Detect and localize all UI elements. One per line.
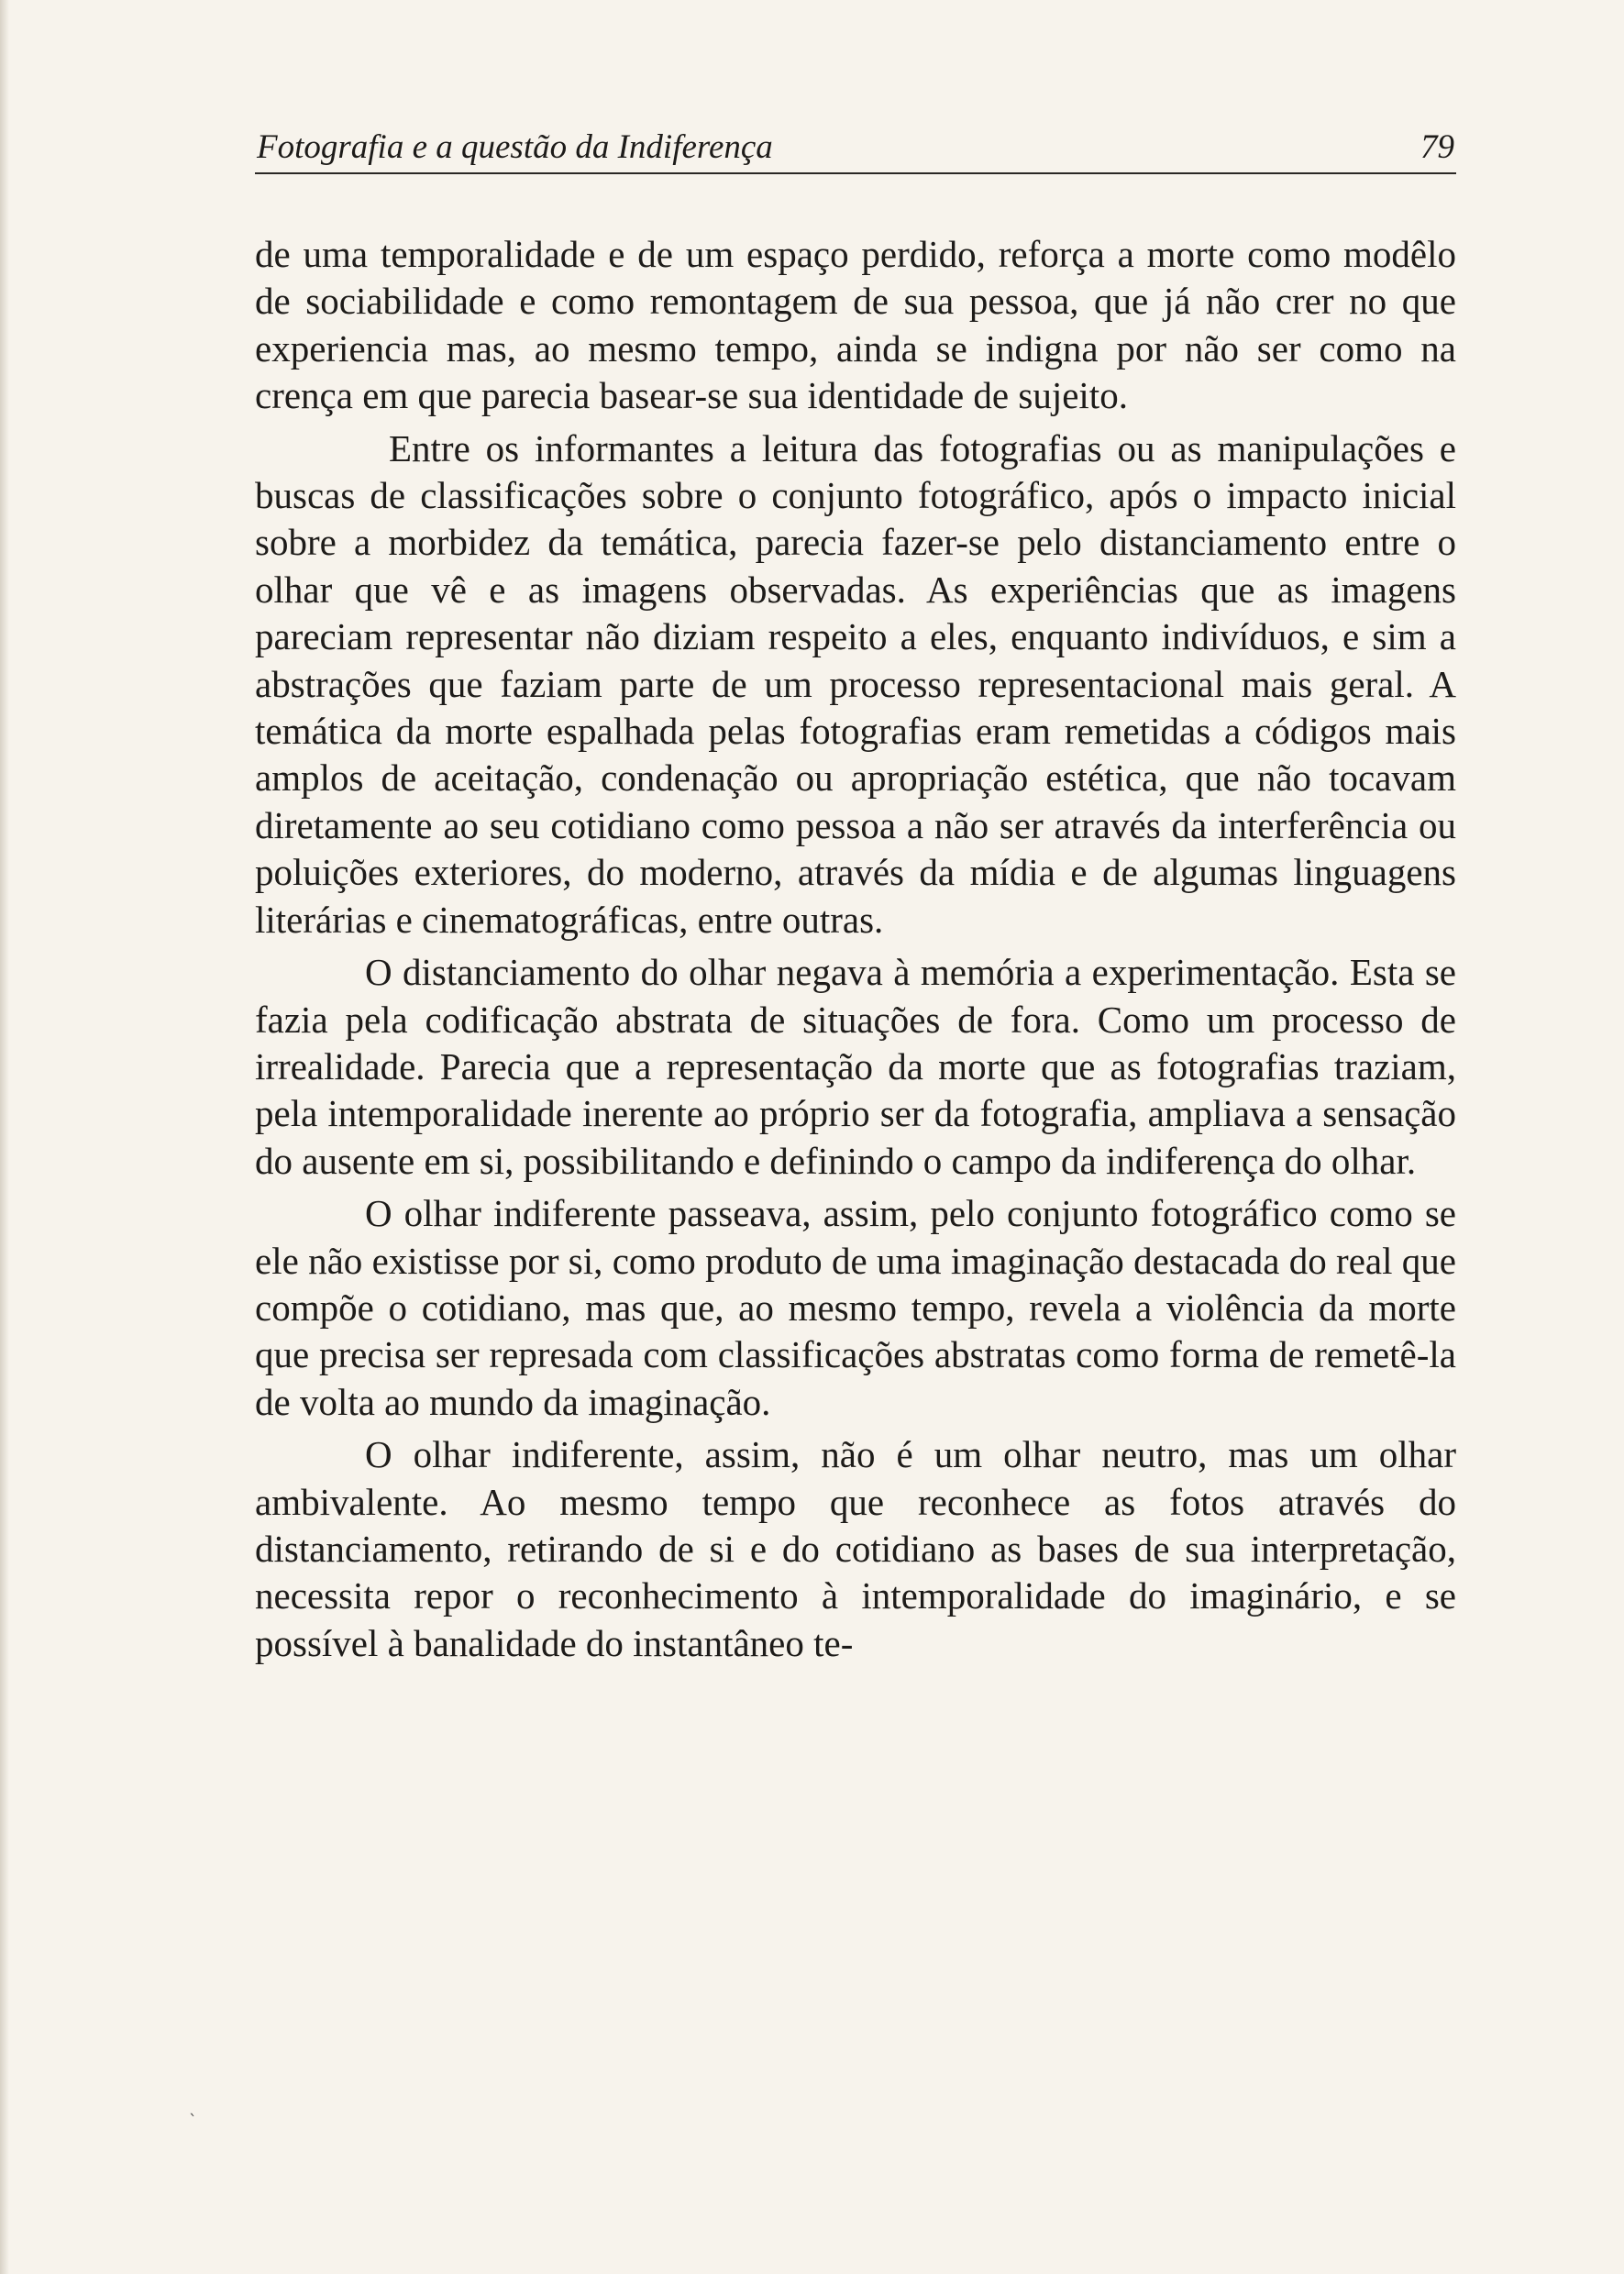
running-title: Fotografia e a questão da Indiferença	[257, 128, 773, 166]
page-number: 79	[1420, 128, 1454, 166]
page-edge-shadow	[0, 0, 9, 2274]
paragraph-2: Entre os informantes a leitura das fotografias ou as manipulações e buscas de classificações sobre o conjunto fotográfico, após o impacto inicial sobre a morbidez da temática, parecia fazer-se pelo distanciamento entre o olhar que vê e as imagens observadas. As experiências que as imagens pareciam representar não diziam respeito a eles, enquanto indivíduos, e sim a abstrações que faziam parte de um processo representacional mais geral. A temática da morte espalhada pelas fotografias eram remetidas a códigos mais amplos de aceitação, condenação ou apropriação estética, que não tocavam diretamente ao seu cotidiano como pessoa a não ser através da interferência ou poluições exteriores, do moderno, através da mídia e de algumas linguagens literárias e cinematográficas, entre outras.	[255, 426, 1456, 941]
paragraph-3: O distanciamento do olhar negava à memória a experimentação. Esta se fazia pela codificação abstrata de situações de fora. Como um processo de irrealidade. Parecia que a representação da morte que as fotografias traziam, pela intemporalidade inerente ao próprio ser da fotografia, ampliava a sensação do ausente em si, possibilitando e definindo o campo da indiferença do olhar.	[255, 951, 1456, 1182]
paragraph-5: O olhar indiferente, assim, não é um olhar neutro, mas um olhar ambivalente. Ao mesmo tempo que reconhece as fotos através do distanciamento, retirando de si e do cotidiano as bases de sua interpretação, necessita repor o reconhecimento à intemporalidade do imaginário, e se possível à banalidade do instantâneo te-	[255, 1433, 1456, 1664]
paragraph-1: de uma temporalidade e de um espaço perdido, reforça a morte como modêlo de sociabilidade e como remontagem de sua pessoa, que já não crer no que experiencia mas, ao mesmo tempo, ainda se indigna por não ser como na crença em que parecia basear-se sua identidade de sujeito.	[255, 233, 1456, 417]
stray-mark: `	[189, 2112, 197, 2131]
page-header	[255, 127, 1456, 174]
paragraph-4: O olhar indiferente passeava, assim, pelo conjunto fotográfico como se ele não existisse por si, como produto de uma imaginação destacada do real que compõe o cotidiano, mas que, ao mesmo tempo, revela a violência da morte que precisa ser represada com classificações abstratas como forma de remetê-la de volta ao mundo da imaginação.	[255, 1192, 1456, 1423]
body-text	[255, 231, 1456, 1672]
